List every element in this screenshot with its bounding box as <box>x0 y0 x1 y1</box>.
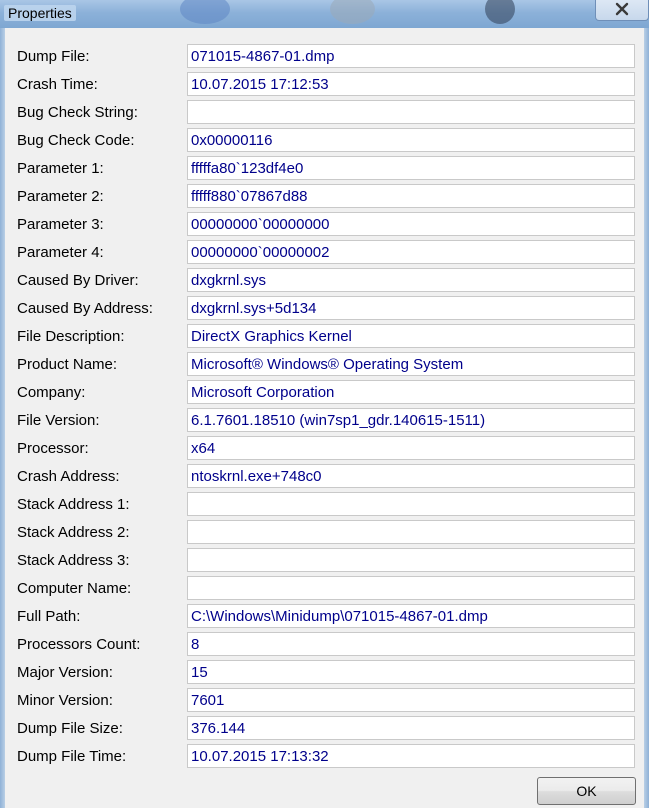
property-value-field[interactable] <box>187 576 635 600</box>
property-label: Bug Check String: <box>17 104 138 121</box>
property-label: Processor: <box>17 440 89 457</box>
property-label: File Description: <box>17 328 125 345</box>
property-row <box>5 212 644 238</box>
property-row <box>5 744 644 770</box>
property-value-field[interactable]: Microsoft Corporation <box>187 380 635 404</box>
property-row <box>5 576 644 602</box>
ok-button[interactable]: OK <box>537 777 636 805</box>
property-row <box>5 44 644 70</box>
property-row <box>5 492 644 518</box>
property-label: Dump File: <box>17 48 90 65</box>
property-label: Stack Address 1: <box>17 496 130 513</box>
property-row <box>5 240 644 266</box>
title-bar[interactable] <box>0 0 649 28</box>
property-label: Stack Address 2: <box>17 524 130 541</box>
property-value-field[interactable] <box>187 548 635 572</box>
property-value-field[interactable] <box>187 100 635 124</box>
property-row <box>5 604 644 630</box>
property-label: Parameter 3: <box>17 216 104 233</box>
property-label: Product Name: <box>17 356 118 373</box>
property-value-field[interactable]: 6.1.7601.18510 (win7sp1_gdr.140615-1511) <box>187 408 635 432</box>
property-label: File Version: <box>17 412 100 429</box>
property-value-field[interactable]: 00000000`00000002 <box>187 240 635 264</box>
property-label: Dump File Size: <box>17 720 123 737</box>
property-value-field[interactable]: 0x00000116 <box>187 128 635 152</box>
property-label: Dump File Time: <box>17 748 127 765</box>
property-value-field[interactable]: 8 <box>187 632 635 656</box>
property-row <box>5 548 644 574</box>
property-value-field[interactable]: DirectX Graphics Kernel <box>187 324 635 348</box>
property-value-field[interactable]: 071015-4867-01.dmp <box>187 44 635 68</box>
property-row <box>5 464 644 490</box>
property-label: Computer Name: <box>17 580 132 597</box>
property-row <box>5 100 644 126</box>
property-value-field[interactable]: fffffa80`123df4e0 <box>187 156 635 180</box>
property-row <box>5 128 644 154</box>
property-label: Stack Address 3: <box>17 552 130 569</box>
property-label: Company: <box>17 384 86 401</box>
title-bar-decoration <box>485 0 515 24</box>
property-row <box>5 296 644 322</box>
property-row <box>5 380 644 406</box>
property-row <box>5 324 644 350</box>
properties-content <box>5 28 644 808</box>
property-label: Bug Check Code: <box>17 132 135 149</box>
property-value-field[interactable]: 15 <box>187 660 635 684</box>
property-label: Caused By Driver: <box>17 272 139 289</box>
property-row <box>5 72 644 98</box>
window-frame-right <box>644 28 649 808</box>
property-label: Major Version: <box>17 664 113 681</box>
property-row <box>5 632 644 658</box>
property-value-field[interactable]: 00000000`00000000 <box>187 212 635 236</box>
property-label: Crash Time: <box>17 76 98 93</box>
property-value-field[interactable]: dxgkrnl.sys+5d134 <box>187 296 635 320</box>
property-value-field[interactable]: C:\Windows\Minidump\071015-4867-01.dmp <box>187 604 635 628</box>
property-row <box>5 268 644 294</box>
property-value-field[interactable]: dxgkrnl.sys <box>187 268 635 292</box>
property-row <box>5 716 644 742</box>
close-icon <box>615 2 629 16</box>
property-value-field[interactable]: x64 <box>187 436 635 460</box>
property-value-field[interactable]: Microsoft® Windows® Operating System <box>187 352 635 376</box>
property-value-field[interactable]: fffff880`07867d88 <box>187 184 635 208</box>
title-bar-decoration <box>330 0 375 24</box>
property-value-field[interactable] <box>187 520 635 544</box>
property-label: Caused By Address: <box>17 300 153 317</box>
property-value-field[interactable]: 10.07.2015 17:12:53 <box>187 72 635 96</box>
property-label: Minor Version: <box>17 692 113 709</box>
title-bar-decoration <box>180 0 230 24</box>
property-value-field[interactable] <box>187 492 635 516</box>
property-row <box>5 184 644 210</box>
property-row <box>5 156 644 182</box>
property-value-field[interactable]: 7601 <box>187 688 635 712</box>
property-label: Parameter 2: <box>17 188 104 205</box>
property-row <box>5 688 644 714</box>
property-value-field[interactable]: ntoskrnl.exe+748c0 <box>187 464 635 488</box>
close-button[interactable] <box>595 0 649 21</box>
property-value-field[interactable]: 10.07.2015 17:13:32 <box>187 744 635 768</box>
property-row <box>5 408 644 434</box>
property-label: Parameter 4: <box>17 244 104 261</box>
property-label: Crash Address: <box>17 468 120 485</box>
property-row <box>5 660 644 686</box>
property-row <box>5 520 644 546</box>
property-row <box>5 436 644 462</box>
property-row <box>5 352 644 378</box>
property-value-field[interactable]: 376.144 <box>187 716 635 740</box>
property-label: Processors Count: <box>17 636 141 653</box>
property-label: Full Path: <box>17 608 81 625</box>
property-label: Parameter 1: <box>17 160 104 177</box>
window-title: Properties <box>4 5 76 21</box>
